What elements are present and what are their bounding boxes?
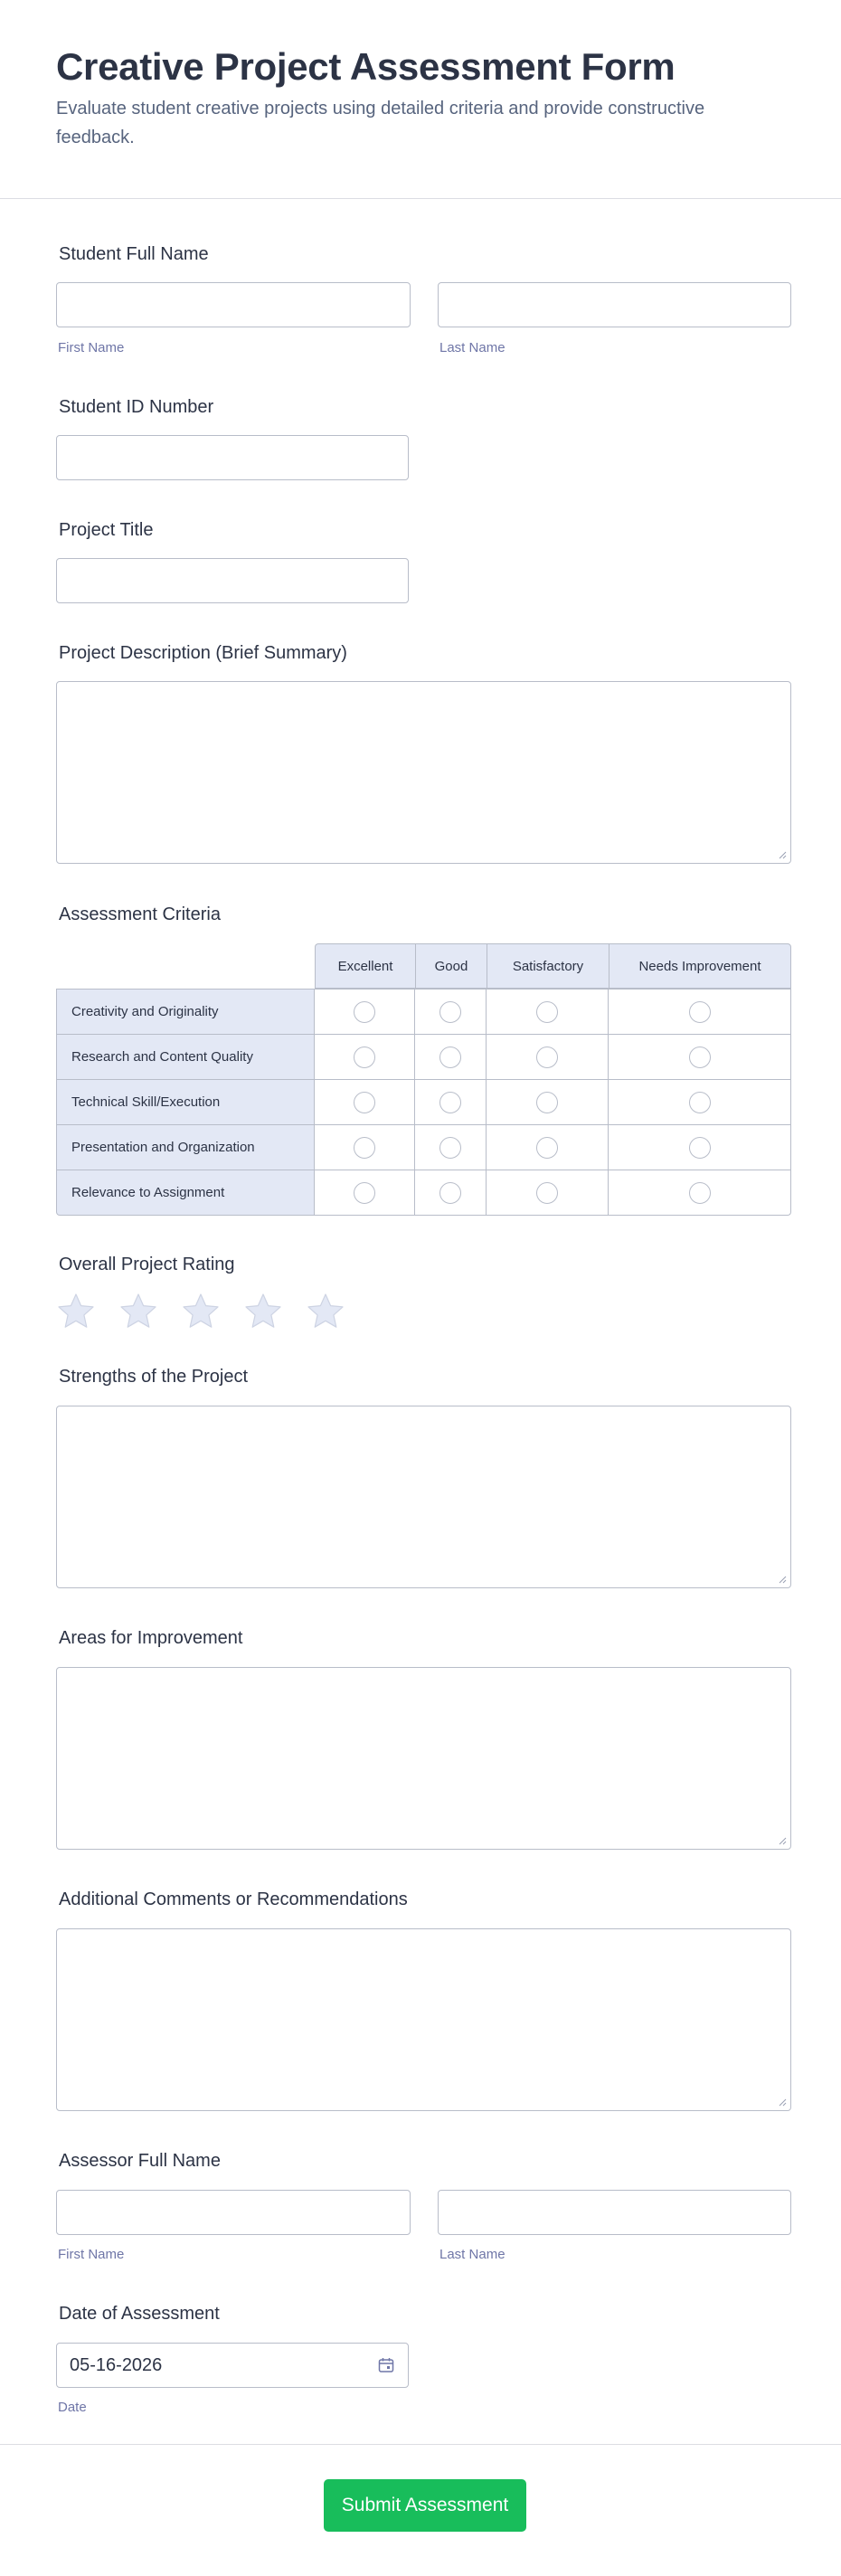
resize-handle-icon[interactable] bbox=[778, 1575, 787, 1584]
matrix-radio[interactable] bbox=[439, 1182, 461, 1204]
star-rating bbox=[56, 1292, 368, 1331]
form-subtitle: Evaluate student creative projects using detailed criteria and provide constructive feedback. bbox=[56, 99, 705, 147]
matrix-cell bbox=[415, 1080, 487, 1125]
star-icon[interactable] bbox=[306, 1292, 345, 1331]
student-last-name-sublabel: Last Name bbox=[439, 340, 506, 355]
matrix-row-label: Technical Skill/Execution bbox=[56, 1080, 315, 1125]
form-title: Creative Project Assessment Form bbox=[56, 45, 676, 88]
matrix-cell bbox=[487, 990, 609, 1035]
resize-handle-icon[interactable] bbox=[778, 1836, 787, 1845]
matrix-radio[interactable] bbox=[354, 1001, 375, 1023]
matrix-cell bbox=[609, 990, 791, 1035]
matrix-cell bbox=[315, 1035, 415, 1080]
matrix-radio[interactable] bbox=[354, 1092, 375, 1113]
student-first-name-input[interactable] bbox=[56, 282, 411, 327]
assessor-last-name-sublabel: Last Name bbox=[439, 2247, 506, 2262]
calendar-icon[interactable] bbox=[377, 2356, 395, 2374]
matrix-radio[interactable] bbox=[689, 1137, 711, 1159]
star-icon[interactable] bbox=[56, 1292, 96, 1331]
matrix-cell bbox=[415, 1170, 487, 1216]
improvement-label: Areas for Improvement bbox=[59, 1628, 243, 1648]
matrix-cell bbox=[315, 1125, 415, 1170]
matrix-column-header: Needs Improvement bbox=[609, 943, 791, 989]
student-name-label: Student Full Name bbox=[59, 244, 209, 264]
matrix-cell bbox=[609, 1170, 791, 1216]
star-icon[interactable] bbox=[181, 1292, 221, 1331]
project-title-input[interactable] bbox=[56, 558, 409, 603]
matrix-radio[interactable] bbox=[354, 1046, 375, 1068]
overall-rating-label: Overall Project Rating bbox=[59, 1255, 235, 1274]
student-id-label: Student ID Number bbox=[59, 397, 214, 417]
matrix-radio[interactable] bbox=[536, 1182, 558, 1204]
student-last-name-input[interactable] bbox=[438, 282, 791, 327]
matrix-row-label: Creativity and Originality bbox=[56, 990, 315, 1035]
assessor-first-name-input[interactable] bbox=[56, 2190, 411, 2235]
assessor-last-name-input[interactable] bbox=[438, 2190, 791, 2235]
matrix-row-label: Relevance to Assignment bbox=[56, 1170, 315, 1216]
assessor-name-label: Assessor Full Name bbox=[59, 2151, 221, 2171]
matrix-row-label: Presentation and Organization bbox=[56, 1125, 315, 1170]
date-value: 05-16-2026 bbox=[70, 2355, 163, 2375]
matrix-column-header: Good bbox=[415, 943, 487, 989]
matrix-cell bbox=[315, 990, 415, 1035]
matrix-radio[interactable] bbox=[536, 1092, 558, 1113]
matrix-radio[interactable] bbox=[439, 1092, 461, 1113]
matrix-cell bbox=[415, 990, 487, 1035]
resize-handle-icon[interactable] bbox=[778, 2098, 787, 2107]
matrix-cell bbox=[609, 1125, 791, 1170]
comments-label: Additional Comments or Recommendations bbox=[59, 1889, 408, 1909]
matrix-radio[interactable] bbox=[354, 1137, 375, 1159]
student-first-name-sublabel: First Name bbox=[58, 340, 125, 355]
form-footer bbox=[0, 2444, 841, 2576]
matrix-radio[interactable] bbox=[439, 1137, 461, 1159]
project-description-label: Project Description (Brief Summary) bbox=[59, 643, 347, 663]
resize-handle-icon[interactable] bbox=[778, 850, 787, 859]
matrix-cell bbox=[609, 1035, 791, 1080]
matrix-cell bbox=[315, 1170, 415, 1216]
assessment-criteria-label: Assessment Criteria bbox=[59, 904, 221, 924]
date-label: Date of Assessment bbox=[59, 2304, 220, 2324]
matrix-radio[interactable] bbox=[439, 1046, 461, 1068]
matrix-cell bbox=[609, 1080, 791, 1125]
matrix-row-label: Research and Content Quality bbox=[56, 1035, 315, 1080]
strengths-label: Strengths of the Project bbox=[59, 1367, 249, 1387]
matrix-cell bbox=[415, 1035, 487, 1080]
matrix-radio[interactable] bbox=[536, 1137, 558, 1159]
matrix-radio[interactable] bbox=[439, 1001, 461, 1023]
form-header bbox=[0, 0, 841, 199]
matrix-radio[interactable] bbox=[689, 1001, 711, 1023]
matrix-cell bbox=[315, 1080, 415, 1125]
assessor-first-name-sublabel: First Name bbox=[58, 2247, 125, 2262]
matrix-radio[interactable] bbox=[354, 1182, 375, 1204]
matrix-cell bbox=[487, 1170, 609, 1216]
star-icon[interactable] bbox=[243, 1292, 283, 1331]
project-title-label: Project Title bbox=[59, 520, 154, 540]
matrix-cell bbox=[487, 1035, 609, 1080]
matrix-radio[interactable] bbox=[536, 1001, 558, 1023]
matrix-column-header: Satisfactory bbox=[487, 943, 609, 989]
strengths-textarea[interactable] bbox=[56, 1406, 791, 1588]
matrix-radio[interactable] bbox=[536, 1046, 558, 1068]
project-description-textarea[interactable] bbox=[56, 681, 791, 864]
matrix-radio[interactable] bbox=[689, 1046, 711, 1068]
matrix-cell bbox=[415, 1125, 487, 1170]
student-id-input[interactable] bbox=[56, 435, 409, 480]
date-sublabel: Date bbox=[58, 2400, 87, 2415]
matrix-column-header: Excellent bbox=[315, 943, 415, 989]
improvement-textarea[interactable] bbox=[56, 1667, 791, 1850]
submit-button[interactable]: Submit Assessment bbox=[324, 2479, 526, 2532]
matrix-rows bbox=[56, 989, 791, 1215]
matrix-cell bbox=[487, 1125, 609, 1170]
matrix-radio[interactable] bbox=[689, 1182, 711, 1204]
star-icon[interactable] bbox=[118, 1292, 158, 1331]
matrix-radio[interactable] bbox=[689, 1092, 711, 1113]
comments-textarea[interactable] bbox=[56, 1928, 791, 2111]
date-input[interactable] bbox=[56, 2343, 409, 2388]
matrix-cell bbox=[487, 1080, 609, 1125]
